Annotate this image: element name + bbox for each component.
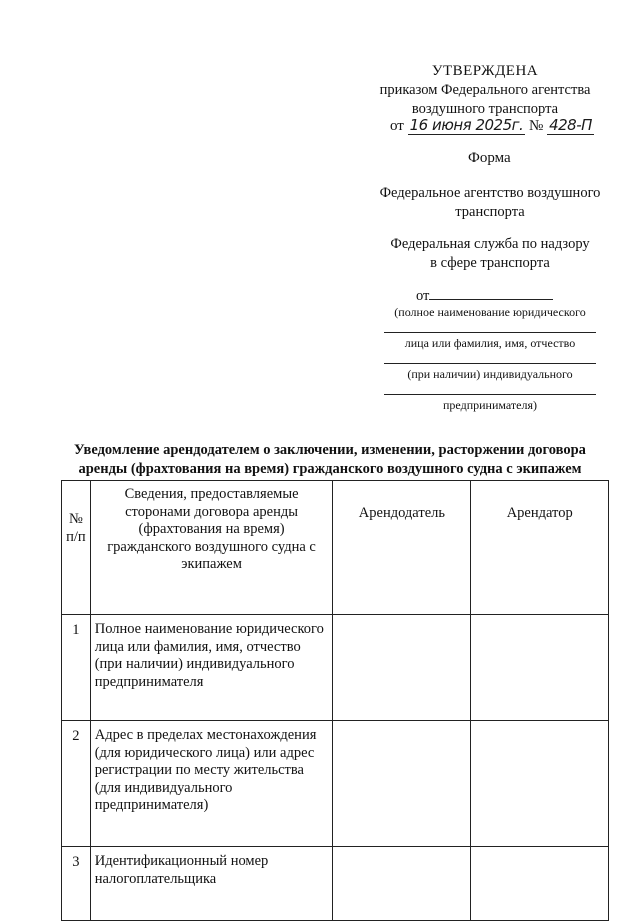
row-number: 2 <box>62 721 91 847</box>
sender-caption-2: лица или фамилия, имя, отчество <box>404 336 576 350</box>
table-header-row <box>62 481 609 615</box>
document-title-line1: Уведомление арендодателем о заключении, изменении, расторжении договора <box>74 442 586 458</box>
recipient-agency-aviation <box>360 184 620 222</box>
approval-block <box>360 62 610 119</box>
header-number <box>62 481 91 615</box>
form-label: Форма <box>468 150 511 166</box>
recipient-agency-oversight-line1: Федеральная служба по надзору <box>390 236 590 252</box>
sender-name-blank[interactable] <box>429 287 553 300</box>
document-title <box>40 441 620 479</box>
sender-blank-line-2[interactable] <box>384 332 596 333</box>
recipient-agency-aviation-line2: транспорта <box>455 204 525 220</box>
recipient-agency-oversight <box>360 235 620 273</box>
row-lessor-cell[interactable] <box>333 615 471 721</box>
header-number-line1: № <box>68 511 83 527</box>
row-lessee-cell[interactable] <box>471 615 609 721</box>
sender-block <box>380 287 600 413</box>
sender-caption-4: предпринимателя) <box>443 398 537 412</box>
header-lessee: Арендатор <box>471 481 609 615</box>
approval-order-line1: приказом Федерального агентства <box>379 82 591 98</box>
recipient-agency-aviation-line1: Федеральное агентство воздушного <box>379 185 601 201</box>
approval-order-line2: воздушного транспорта <box>411 101 559 117</box>
document-title-line2: аренды (фрахтования на время) гражданского воздушного судна с экипажем <box>78 461 582 477</box>
sender-blank-line-3[interactable] <box>384 363 596 364</box>
order-date-number <box>390 116 620 135</box>
row-lessee-cell[interactable] <box>471 721 609 847</box>
row-number: 1 <box>62 615 91 721</box>
row-lessee-cell[interactable] <box>471 847 609 921</box>
row-number: 3 <box>62 847 91 921</box>
order-number-label: № <box>529 118 544 134</box>
header-lessor: Арендодатель <box>333 481 471 615</box>
table-row <box>62 721 609 847</box>
row-info: Полное наименование юридического лица или фамилия, имя, отчество (при наличии) индивидуального предпринимателя <box>90 615 333 721</box>
table-row <box>62 847 609 921</box>
row-info: Адрес в пределах местонахождения (для юридического лица) или адрес регистрации по месту жительства (для индивидуального предпринимателя) <box>90 721 333 847</box>
order-date-handwritten: 16 июня 2025г. <box>409 116 524 134</box>
table-row <box>62 615 609 721</box>
order-number-handwritten: 428-П <box>549 116 592 134</box>
row-lessor-cell[interactable] <box>333 847 471 921</box>
row-lessor-cell[interactable] <box>333 721 471 847</box>
order-from-label: от <box>390 118 404 134</box>
sender-caption-1: (полное наименование юридического <box>394 305 586 319</box>
recipient-agency-oversight-line2: в сфере транспорта <box>430 255 550 271</box>
header-number-line2: п/п <box>66 528 86 545</box>
notice-table <box>61 480 609 921</box>
sender-blank-line-4[interactable] <box>384 394 596 395</box>
approval-stamp: УТВЕРЖДЕНА <box>431 63 539 79</box>
row-info: Идентификационный номер налогоплательщика <box>90 847 333 921</box>
sender-from-row <box>380 287 600 305</box>
header-info: Сведения, предоставляемые сторонами договора аренды (фрахтования на время) гражданского воздушного судна с экипажем <box>90 481 333 615</box>
sender-from-label: от <box>416 288 430 304</box>
sender-caption-3: (при наличии) индивидуального <box>407 367 573 381</box>
